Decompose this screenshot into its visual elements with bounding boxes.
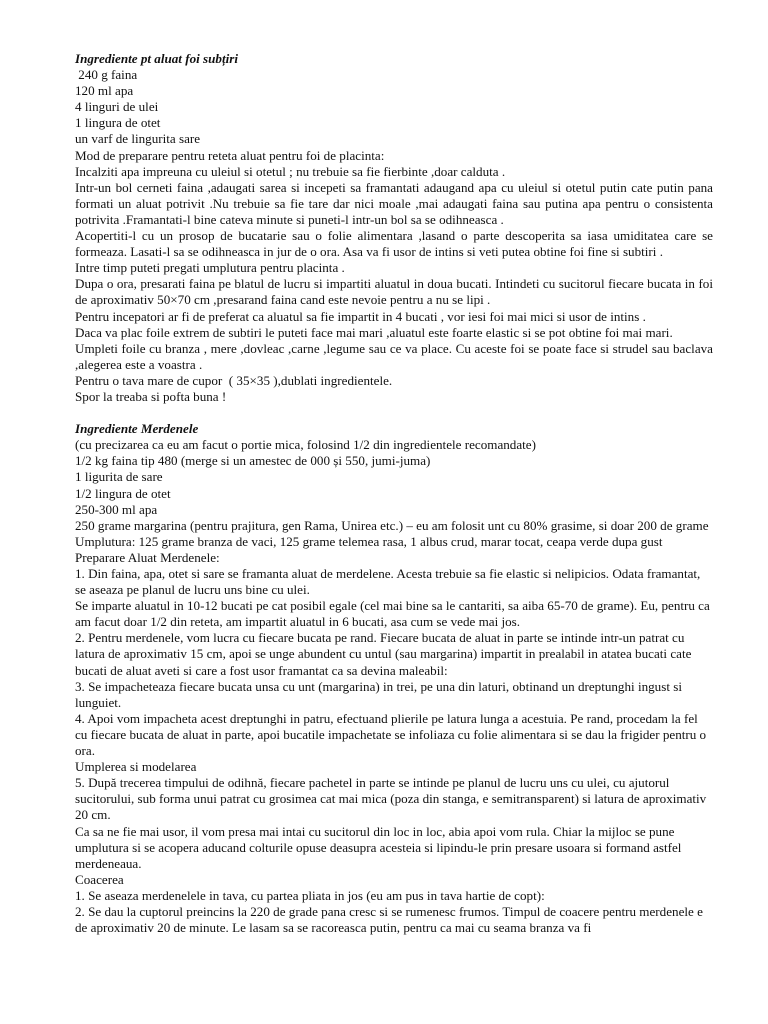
ingredient-line: 120 ml apa — [75, 83, 134, 99]
section-title-merdenele: Ingrediente Merdenele — [75, 421, 199, 437]
step-paragraph: Intre timp puteti pregati umplutura pentru placinta . — [75, 260, 345, 276]
step-paragraph: 1. Din faina, apa, otet si sare se framanta aluat de merdelene. Acesta trebuie sa fie elastic si nelipicios. Odata framantat, se aseaza pe planul de lucru uns bine cu ulei. — [75, 566, 701, 598]
step-paragraph: Dupa o ora, presarati faina pe blatul de lucru si impartiti aluatul in doua bucati. Intindeti cu sucitorul fiecare bucata in foi de aproximativ 50×70 cm ,presarand faina cand este nevoie pentru a nu se lipi . — [75, 276, 713, 308]
ingredient-line: 250 grame margarina (pentru prajitura, gen Rama, Unirea etc.) – eu am folosit unt cu 80% grasime, si doar 200 de grame — [75, 517, 709, 533]
ingredient-line: 1/2 lingura de otet — [75, 485, 171, 501]
ingredient-line: 4 linguri de ulei — [75, 99, 159, 115]
step-paragraph: Ca sa ne fie mai usor, il vom presa mai intai cu sucitorul din loc in loc, abia apoi vom rula. Chiar la mijloc se pune umplutura si se acopera aducand colturile opuse deasupra acesteia si lipindu-le prin presare usoara si formand astfel merdeneaua. — [75, 823, 682, 871]
step-paragraph: 2. Se dau la cuptorul preincins la 220 de grade pana cresc si se rumenesc frumos. Timpul de coacere pentru merdenele e de aproximativ 20 de minute. Le lasam sa se racoreasca putin, pentru ca mai cu seama branza va fi — [75, 903, 703, 936]
method-title: Mod de preparare pentru reteta aluat pentru foi de placinta: — [75, 147, 385, 163]
step-paragraph: Se imparte aluatul in 10-12 bucati pe cat posibil egale (cel mai bine sa le cantariti, sa aiba 65-70 de grame). Eu, pentru ca am facut doar 1/2 din reteta, am impartit aluatul in 6 bucati, asa cum se vede mai jos. — [75, 598, 710, 630]
note-paragraph: (cu precizarea ca eu am facut o portie mica, folosind 1/2 din ingredientele recomandate) — [75, 437, 536, 453]
prep-title: Preparare Aluat Merdenele: — [75, 549, 220, 565]
fill-title: Umplerea si modelarea — [75, 759, 197, 775]
blank-line — [75, 405, 713, 421]
ingredient-line: un varf de lingurita sare — [75, 131, 201, 147]
ingredient-line: Umplutura: 125 grame branza de vaci, 125 grame telemea rasa, 1 albus crud, marar tocat, ceapa verde dupa gust — [75, 533, 663, 549]
step-paragraph: Pentru o tava mare de cupor ( 35×35 ),dublati ingredientele. — [75, 372, 393, 388]
step-paragraph: 1. Se aseaza merdenelele in tava, cu partea pliata in jos (eu am pus in tava hartie de copt): — [75, 887, 545, 903]
step-paragraph: Spor la treaba si pofta buna ! — [75, 388, 227, 404]
step-paragraph: Acopertiti-l cu un prosop de bucatarie sau o folie alimentara ,lasand o parte descoperita sa iasa umiditatea care se formeaza. Lasati-l sa se odihneasca in jur de o ora. Asa va fi usor de intins si veti putea obtine foi fine si subtiri . — [75, 228, 713, 260]
step-paragraph: Incalziti apa impreuna cu uleiul si otetul ; nu trebuie sa fie fierbinte ,doar calduta . — [75, 163, 506, 179]
ingredient-line: 1 ligurita de sare — [75, 469, 163, 485]
step-paragraph: 4. Apoi vom impacheta acest dreptunghi in patru, efectuand plierile pe latura lunga a acestuia. Pe rand, procedam la fel cu fiecare bucata de aluat in parte, apoi bucatile impachetate se infoliaza cu folie alimentara si se dau la frigider pentru o ora. — [75, 710, 707, 759]
step-paragraph: Umpleti foile cu branza , mere ,dovleac ,carne ,legume sau ce va place. Cu aceste foi se poate face si strudel sau baclava ,alegerea este a voastra . — [75, 340, 713, 372]
bake-title: Coacerea — [75, 871, 124, 887]
step-paragraph: Daca va plac foile extrem de subtiri le puteti face mai mari ,aluatul este foarte elastic si se pot obtine foi mai mari. — [75, 324, 673, 340]
step-paragraph: 2. Pentru merdenele, vom lucra cu fiecare bucata pe rand. Fiecare bucata de aluat in parte se intinde intr-un patrat cu latura de aproximativ 15 cm, apoi se unge abundent cu untul (sau margarina) impartit in prealabil in atatea bucati cate bucati de aluat aveti si care a fost usor framantat ca sa devina maleabil: — [75, 630, 692, 678]
ingredient-line: 250-300 ml apa — [75, 501, 158, 517]
ingredient-line: 1/2 kg faina tip 480 (merge si un amestec de 000 și 550, jumi-juma) — [75, 453, 431, 469]
step-paragraph: 3. Se impacheteaza fiecare bucata unsa cu unt (margarina) in trei, pe una din laturi, obtinand un dreptunghi ingust si lunguiet. — [75, 678, 682, 710]
document-page — [75, 51, 713, 936]
section-title-foi: Ingrediente pt aluat foi subțiri — [75, 51, 238, 66]
ingredient-line: 240 g faina — [75, 67, 138, 83]
step-paragraph: 5. După trecerea timpului de odihnă, fiecare pachetel in parte se intinde pe planul de lucru uns cu ulei, cu ajutorul sucitorului, sub forma unui patrat cu grosimea cat mai mica (poza din stanga, e semitransparent) si latura de aproximativ 20 cm. — [75, 775, 707, 823]
step-paragraph: Pentru incepatori ar fi de preferat ca aluatul sa fie impartit in 4 bucati , vor iesi foi mai mici si usor de intins . — [75, 308, 646, 324]
step-paragraph: Intr-un bol cerneti faina ,adaugati sarea si incepeti sa framantati adaugand apa cu uleiul si otetul putin cate putin pana formati un aluat potrivit .Nu trebuie sa fie tare dar nici moale ,mai adaugati faina sau putina apa pentru o consistenta potrivita .Framantati-l bine cateva minute si puneti-l intr-un bol sa se odihneasca . — [75, 179, 713, 227]
ingredient-line: 1 lingura de otet — [75, 115, 161, 131]
